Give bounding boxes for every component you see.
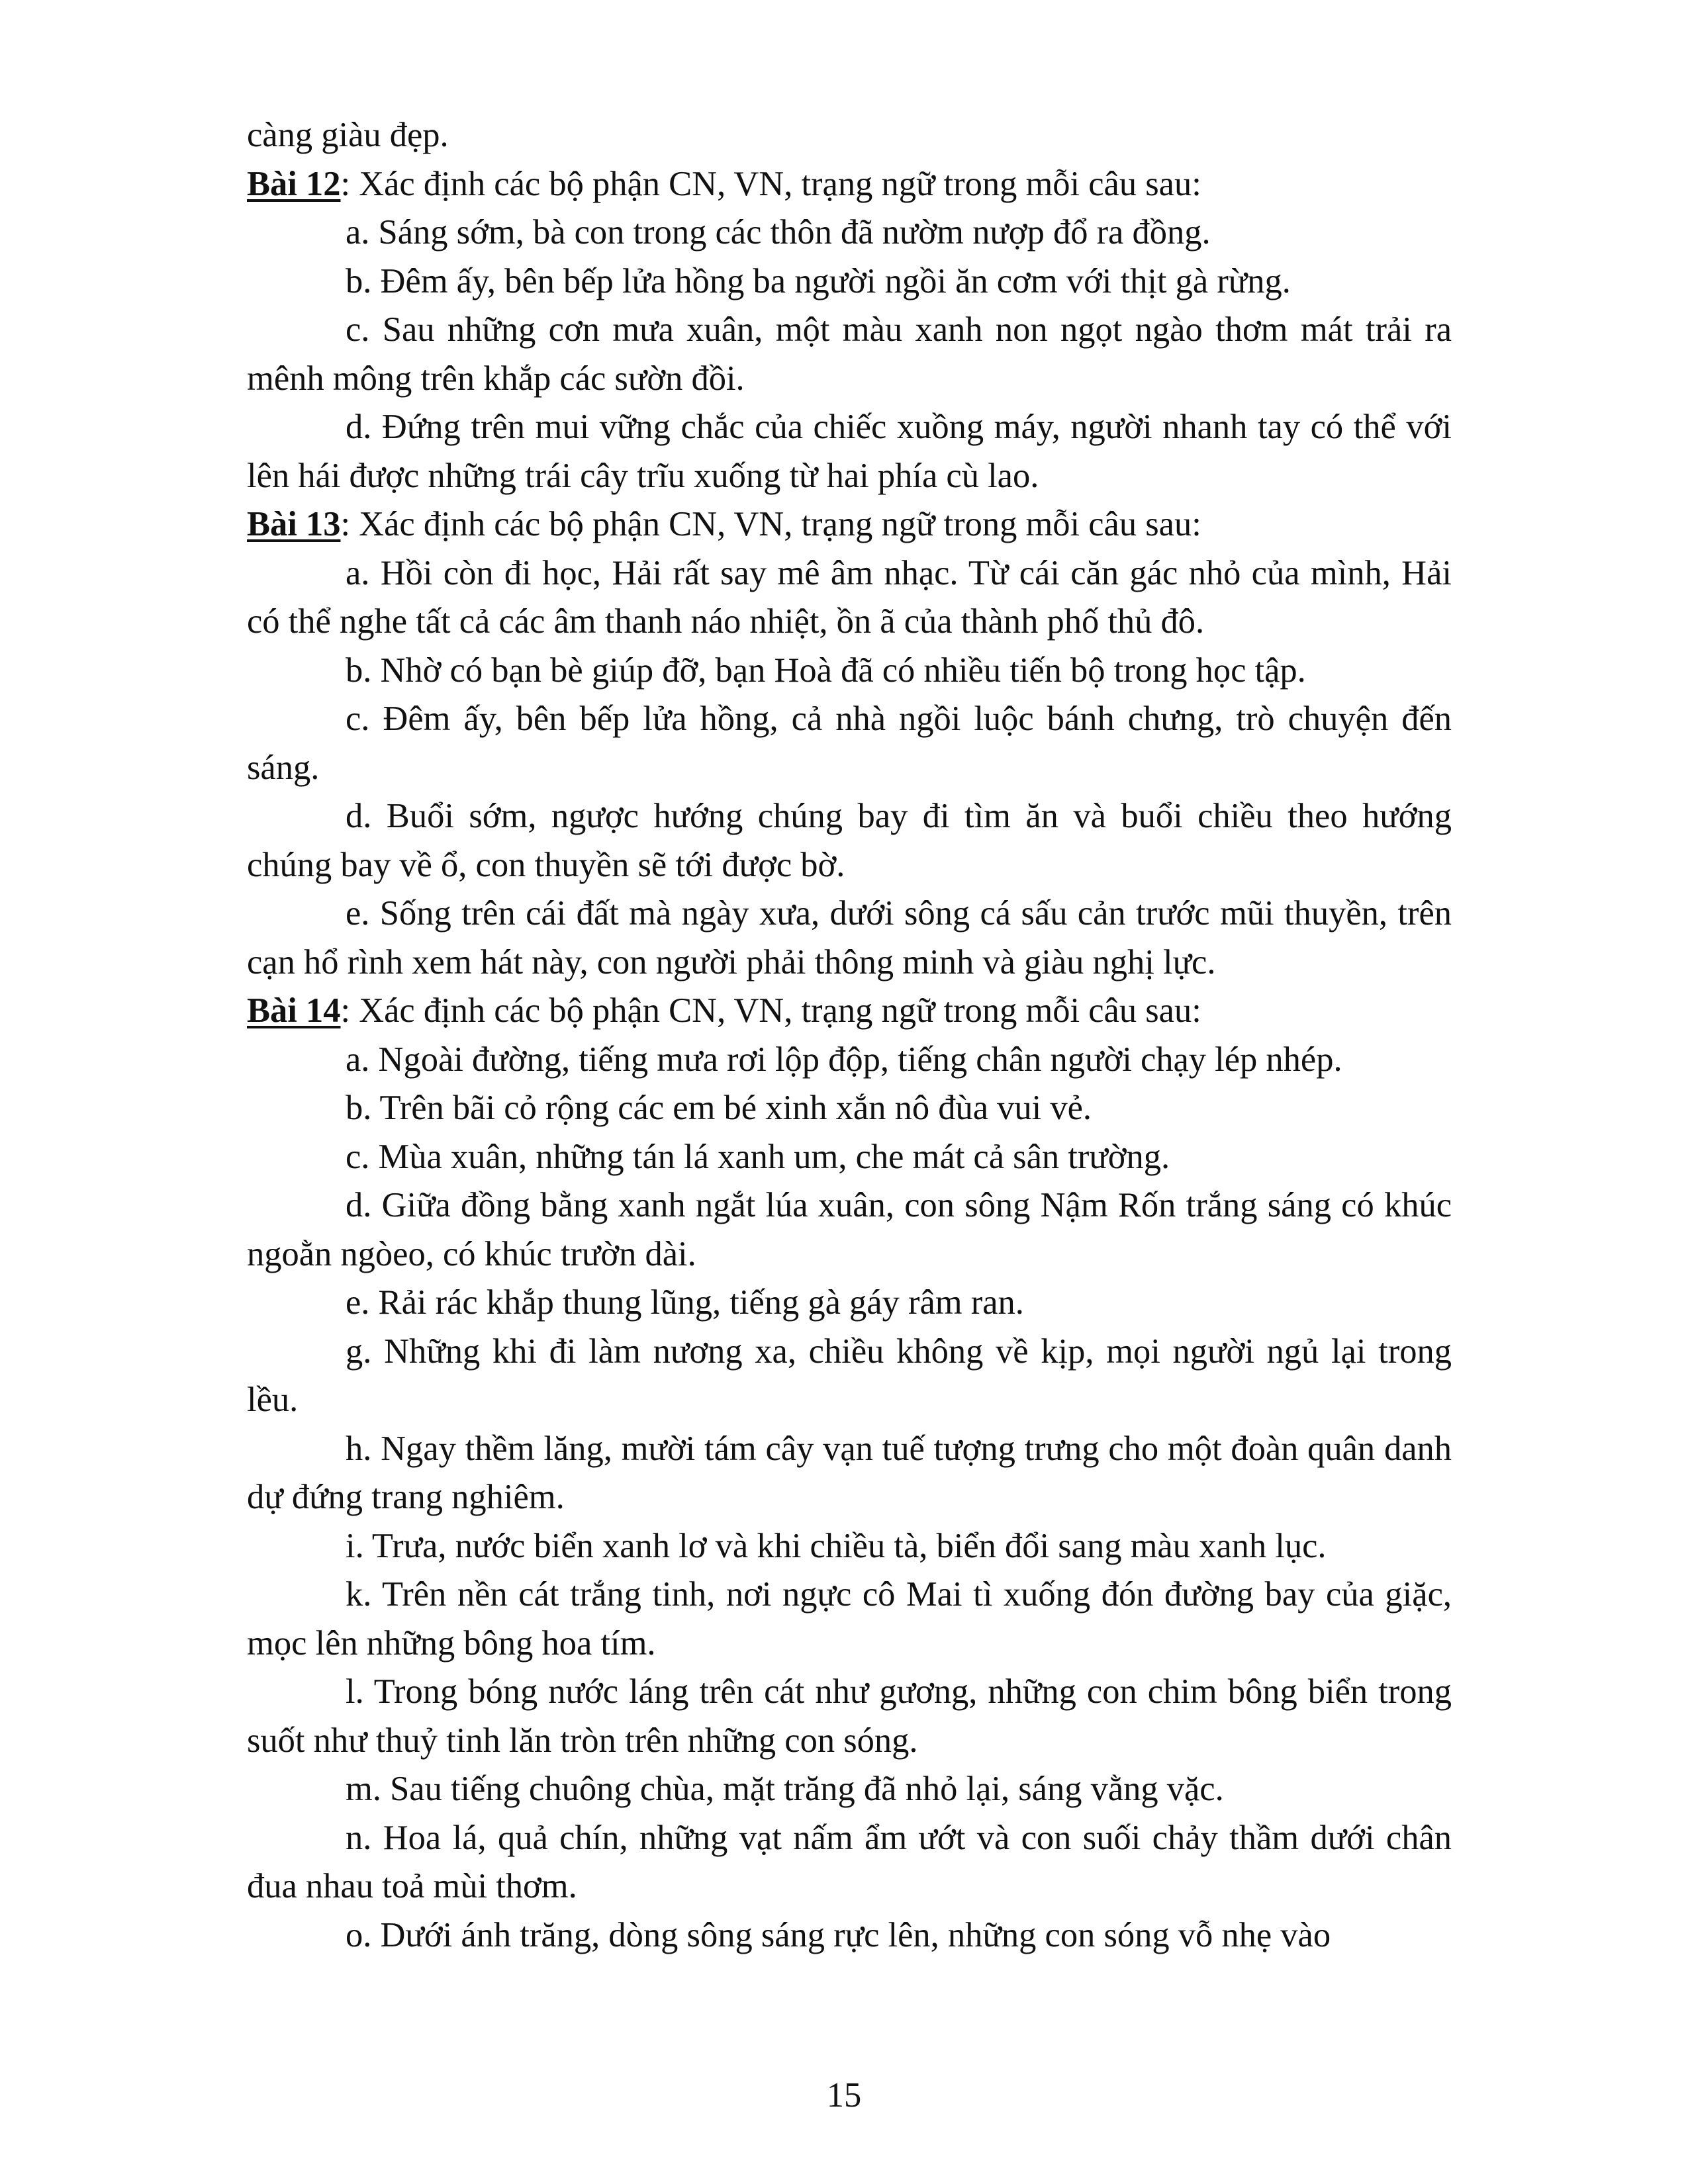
document-page bbox=[247, 111, 1452, 1960]
exercise-item: o. Dưới ánh trăng, dòng sông sáng rực lên, những con sóng vỗ nhẹ vào bbox=[346, 1915, 1331, 1954]
exercise-item: b. Đêm ấy, bên bếp lửa hồng ba người ngồi ăn cơm với thịt gà rừng. bbox=[346, 261, 1291, 300]
exercise-item: h. Ngay thềm lăng, mười tám cây vạn tuế tượng trưng cho một đoàn quân danh dự đứng trang nghiêm. bbox=[247, 1429, 1452, 1516]
exercise-heading bbox=[247, 500, 1452, 549]
exercise-item: c. Sau những cơn mưa xuân, một màu xanh non ngọt ngào thơm mát trải ra mênh mông trên khắp các sườn đồi. bbox=[247, 310, 1452, 398]
exercise-item: m. Sau tiếng chuông chùa, mặt trăng đã nhỏ lại, sáng vằng vặc. bbox=[346, 1770, 1224, 1808]
exercise-instruction: : Xác định các bộ phận CN, VN, trạng ngữ trong mỗi câu sau: bbox=[340, 505, 1201, 543]
exercise-item: a. Hồi còn đi học, Hải rất say mê âm nhạc. Từ cái căn gác nhỏ của mình, Hải có thể nghe tất cả các âm thanh náo nhiệt, ồn ã của thành phố thủ đô. bbox=[247, 553, 1452, 641]
page-number: 15 bbox=[826, 2076, 862, 2115]
exercise-14 bbox=[247, 987, 1452, 1960]
exercise-item: a. Sáng sớm, bà con trong các thôn đã nườm nượp đổ ra đồng. bbox=[346, 213, 1211, 251]
exercise-item: k. Trên nền cát trắng tinh, nơi ngực cô Mai tì xuống đón đường bay của giặc, mọc lên những bông hoa tím. bbox=[247, 1575, 1452, 1662]
exercise-item: c. Đêm ấy, bên bếp lửa hồng, cả nhà ngồi luộc bánh chưng, trò chuyện đến sáng. bbox=[247, 700, 1452, 787]
exercise-label: Bài 12 bbox=[247, 164, 341, 203]
exercise-label: Bài 13 bbox=[247, 505, 341, 543]
exercise-instruction: : Xác định các bộ phận CN, VN, trạng ngữ trong mỗi câu sau: bbox=[340, 991, 1201, 1030]
exercise-item: d. Buổi sớm, ngược hướng chúng bay đi tìm ăn và buổi chiều theo hướng chúng bay về ổ, con thuyền sẽ tới được bờ. bbox=[247, 797, 1452, 884]
exercise-instruction: : Xác định các bộ phận CN, VN, trạng ngữ trong mỗi câu sau: bbox=[340, 164, 1201, 203]
exercise-item: a. Ngoài đường, tiếng mưa rơi lộp độp, tiếng chân người chạy lép nhép. bbox=[346, 1040, 1342, 1079]
exercise-heading bbox=[247, 987, 1452, 1036]
exercise-13 bbox=[247, 500, 1452, 987]
exercise-item: e. Rải rác khắp thung lũng, tiếng gà gáy râm ran. bbox=[346, 1283, 1024, 1322]
exercise-item: i. Trưa, nước biển xanh lơ và khi chiều tà, biển đổi sang màu xanh lục. bbox=[346, 1526, 1327, 1565]
exercise-item: e. Sống trên cái đất mà ngày xưa, dưới sông cá sấu cản trước mũi thuyền, trên cạn hổ rình xem hát này, con người phải thông minh và giàu nghị lực. bbox=[247, 894, 1452, 981]
exercise-item: g. Những khi đi làm nương xa, chiều không về kịp, mọi người ngủ lại trong lều. bbox=[247, 1332, 1452, 1419]
exercise-item: d. Giữa đồng bằng xanh ngắt lúa xuân, con sông Nậm Rốn trắng sáng có khúc ngoằn ngòeo, có khúc trườn dài. bbox=[247, 1186, 1452, 1273]
exercise-item: c. Mùa xuân, những tán lá xanh um, che mát cả sân trường. bbox=[346, 1137, 1170, 1176]
intro-text: càng giàu đẹp. bbox=[247, 116, 449, 154]
exercise-item: b. Nhờ có bạn bè giúp đỡ, bạn Hoà đã có nhiều tiến bộ trong học tập. bbox=[346, 651, 1306, 690]
exercise-item: d. Đứng trên mui vững chắc của chiếc xuồng máy, người nhanh tay có thể với lên hái được những trái cây trĩu xuống từ hai phía cù lao. bbox=[247, 408, 1452, 495]
exercise-12 bbox=[247, 160, 1452, 501]
exercise-label: Bài 14 bbox=[247, 991, 341, 1030]
exercise-item: l. Trong bóng nước láng trên cát như gương, những con chim bông biển trong suốt như thuỷ tinh lăn tròn trên những con sóng. bbox=[247, 1672, 1452, 1760]
exercise-item: n. Hoa lá, quả chín, những vạt nấm ẩm ướt và con suối chảy thầm dưới chân đua nhau toả mùi thơm. bbox=[247, 1818, 1452, 1905]
exercise-item: b. Trên bãi cỏ rộng các em bé xinh xắn nô đùa vui vẻ. bbox=[346, 1089, 1092, 1127]
exercise-heading bbox=[247, 160, 1452, 209]
